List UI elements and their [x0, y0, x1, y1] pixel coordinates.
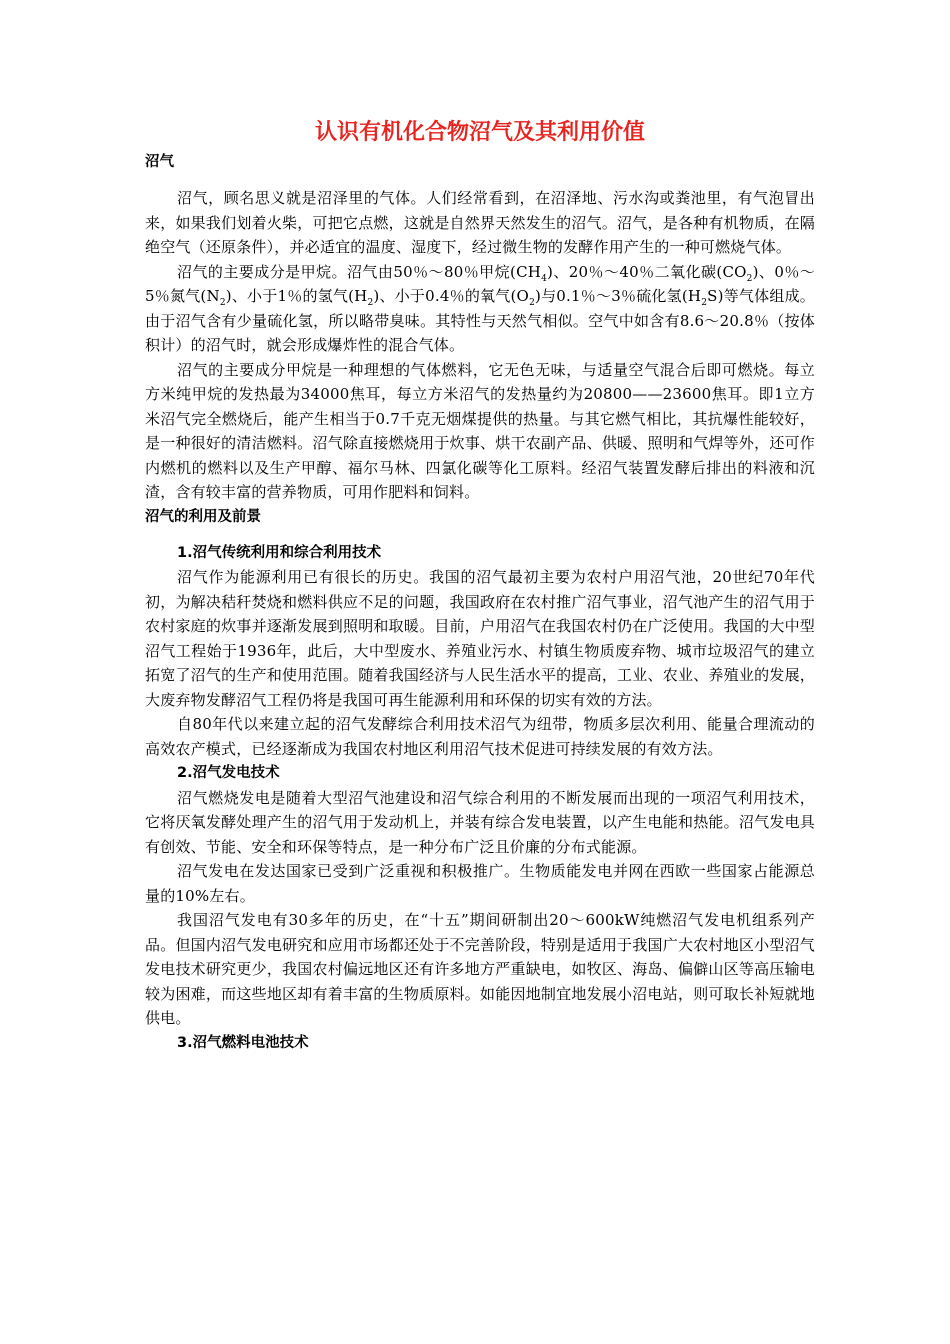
spacer [145, 174, 815, 186]
subheading-traditional-use: 1.沼气传统利用和综合利用技术 [177, 544, 382, 561]
section-heading-utilization: 沼气的利用及前景 [145, 508, 261, 525]
paragraph-biogas-definition: 沼气，顾名思义就是沼泽里的气体。人们经常看到，在沼泽地、污水沟或粪池里，有气泡冒出来，如果我们划着火柴，可把它点燃，这就是自然界天然发生的沼气。沼气，是各种有机物质，在隔绝空气（还原条件），并必适宜的温度、湿度下，经过微生物的发酵作用产生的一种可燃烧气体。 [145, 189, 815, 256]
paragraph-biogas-composition: 沼气的主要成分是甲烷。沼气由50％～80％甲烷$(CH_4)$、20％～40％二氧化碳$(CO_2)$、0％～5％氮气$(N_2)$、小于1％的氢气$(H_2)$、小于0.4％的氧气$(O_2)$与0.1％～3％硫化氢$(H_2S)$等气体组成。由于沼气含有少量硫化氢，所以略带臭味。其特性与天然气相似。空气中如含有8.6～20.8％（按体积计）的沼气时，就会形成爆炸性的混合气体。 [145, 262, 815, 354]
paragraph-power-generation-intro: 沼气燃烧发电是随着大型沼气池建设和沼气综合利用的不断发展而出现的一项沼气利用技术，它将厌氧发酵处理产生的沼气用于发动机上，并装有综合发电装置，以产生电能和热能。沼气发电具有创效、节能、安全和环保等特点，是一种分布广泛且价廉的分布式能源。 [145, 788, 815, 856]
paragraph-power-generation-china: 我国沼气发电有30多年的历史，在“十五”期间研制出20～600kW纯燃沼气发电机组系列产品。但国内沼气发电研究和应用市场都还处于不完善阶段，特别是适用于我国广大农村地区小型沼气发电技术研究更少，我国农村偏远地区还有许多地方严重缺电，如牧区、海岛、偏僻山区等高压输电较为困难，而这些地区却有着丰富的生物质原料。如能因地制宜地发展小沼电站，则可取长补短就地供电。 [145, 911, 815, 1027]
paragraph-comprehensive-use: 自80年代以来建立起的沼气发酵综合利用技术沼气为纽带，物质多层次利用、能量合理流动的高效农产模式，已经逐渐成为我国农村地区利用沼气技术促进可持续发展的有效方法。 [145, 715, 815, 758]
paragraph-methane-fuel: 沼气的主要成分甲烷是一种理想的气体燃料，它无色无味，与适量空气混合后即可燃烧。每立方米纯甲烷的发热最为34000焦耳，每立方米沼气的发热量约为20800——23600焦耳。即1立方米沼气完全燃烧后，能产生相当于0.7千克无烟煤提供的热量。与其它燃气相比，其抗爆性能较好，是一种很好的清洁燃料。沼气除直接燃烧用于炊事、烘干农副产品、供暖、照明和气焊等外，还可作内燃机的燃料以及生产甲醇、福尔马林、四氯化碳等化工原料。经沼气装置发酵后排出的料液和沉渣，含有较丰富的营养物质，可用作肥料和饲料。 [145, 360, 815, 501]
spacer [145, 529, 815, 541]
subheading-fuel-cell: 3.沼气燃料电池技术 [177, 1034, 309, 1051]
paragraph-traditional-use: 沼气作为能源利用已有很长的历史。我国的沼气最初主要为农村户用沼气池，20世纪70年代初，为解决秸秆焚烧和燃料供应不足的问题，我国政府在农村推广沼气事业，沼气池产生的沼气用于农村家庭的炊事并逐渐发展到照明和取暖。目前，户用沼气在我国农村仍在广泛使用。我国的大中型沼气工程始于1936年，此后，大中型废水、养殖业污水、村镇生物质废弃物、城市垃圾沼气的建立拓宽了沼气的生产和使用范围。随着我国经济与人民生活水平的提高，工业、农业、养殖业的发展，大废弃物发酵沼气工程仍将是我国可再生能源利用和环保的切实有效的方法。 [145, 568, 815, 709]
subheading-power-generation: 2.沼气发电技术 [177, 765, 280, 781]
paragraph-power-generation-abroad: 沼气发电在发达国家已受到广泛重视和积极推广。生物质能发电并网在西欧一些国家占能源总量的10%左右。 [145, 862, 815, 905]
document-page [145, 118, 815, 1055]
document-title: 认识有机化合物沼气及其利用价值 [314, 120, 645, 145]
section-heading-biogas: 沼气 [145, 154, 174, 170]
